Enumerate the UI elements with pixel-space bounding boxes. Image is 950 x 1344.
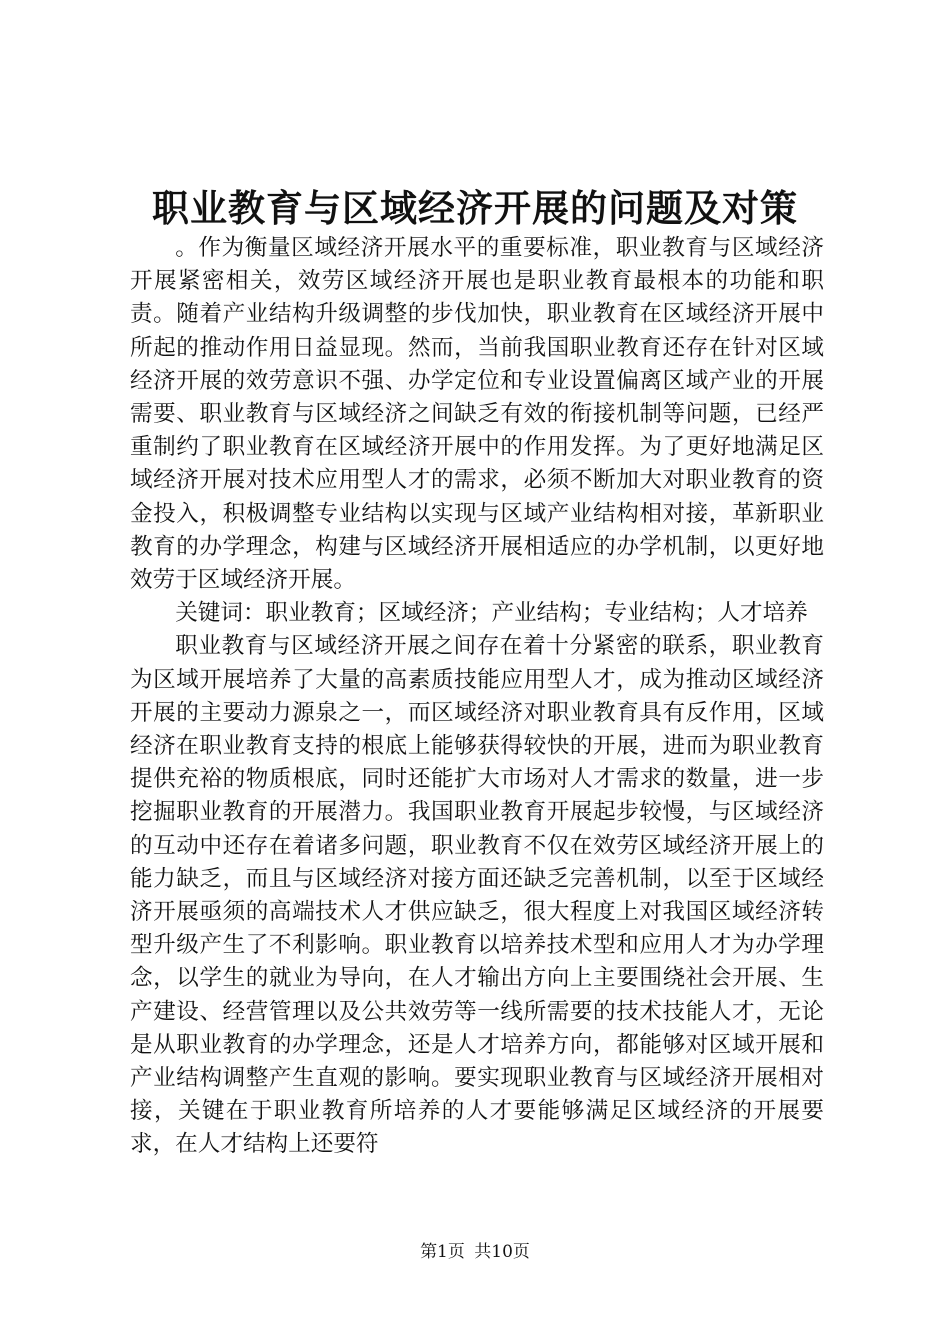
abstract-paragraph: 。作为衡量区域经济开展水平的重要标准，职业教育与区域经济开展紧密相关，效劳区域经济开展也是职业教育最根本的功能和职责。随着产业结构升级调整的步伐加快，职业教育在区域经济开展中所起的推动作用日益显现。然而，当前我国职业教育还存在针对区域经济开展的效劳意识不强、办学定位和专业设置偏离区域产业的开展需要、职业教育与区域经济之间缺乏有效的衔接机制等问题，已经严重制约了职业教育在区域经济开展中的作用发挥。为了更好地满足区域经济开展对技术应用型人才的需求，必须不断加大对职业教育的资金投入，积极调整专业结构以实现与区域产业结构相对接，革新职业教育的办学理念，构建与区域经济开展相适应的办学机制，以更好地效劳于区域经济开展。	[130, 235, 824, 594]
page-number: 第1页	[420, 1242, 465, 1262]
keywords-paragraph: 关键词：职业教育；区域经济；产业结构；专业结构；人才培养	[175, 600, 808, 627]
document-body	[130, 232, 824, 1162]
page-footer	[0, 1240, 950, 1264]
page-total: 共10页	[474, 1242, 530, 1262]
body-paragraph: 职业教育与区域经济开展之间存在着十分紧密的联系，职业教育为区域开展培养了大量的高素质技能应用型人才，成为推动区域经济开展的主要动力源泉之一，而区域经济对职业教育具有反作用，区域经济在职业教育支持的根底上能够获得较快的开展，进而为职业教育提供充裕的物质根底，同时还能扩大市场对人才需求的数量，进一步挖掘职业教育的开展潜力。我国职业教育开展起步较慢，与区域经济的互动中还存在着诸多问题，职业教育不仅在效劳区域经济开展上的能力缺乏，而且与区域经济对接方面还缺乏完善机制，以至于区域经济开展亟须的高端技术人才供应缺乏，很大程度上对我国区域经济转型升级产生了不利影响。职业教育以培养技术型和应用人才为办学理念，以学生的就业为导向，在人才输出方向上主要围绕社会开展、生产建设、经营管理以及公共效劳等一线所需要的技术技能人才，无论是从职业教育的办学理念，还是人才培养方向，都能够对区域开展和产业结构调整产生直观的影响。要实现职业教育与区域经济开展相对接，关键在于职业教育所培养的人才要能够满足区域经济的开展要求，在人才结构上还要符	[130, 633, 824, 1158]
document-title: 职业教育与区域经济开展的问题及对策	[152, 186, 798, 230]
